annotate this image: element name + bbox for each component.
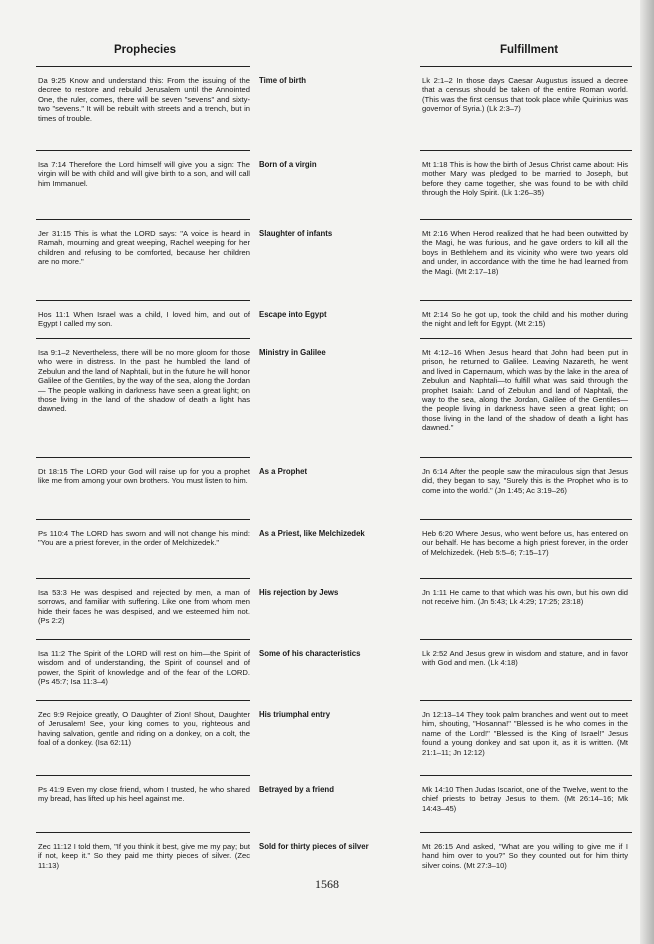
- divider: [36, 578, 250, 579]
- topic-label: Some of his characteristics: [259, 649, 361, 658]
- page-number: 1568: [315, 877, 339, 891]
- topic-label: Escape into Egypt: [259, 310, 327, 319]
- divider: [36, 519, 250, 520]
- fulfillment-text: Mk 14:10 Then Judas Iscariot, one of the Twelve, went to the chief priests to betray Jesus to them. (Mt 26:14–16; Mk 14:43–45): [422, 785, 628, 813]
- divider: [36, 700, 250, 701]
- divider: [36, 150, 250, 151]
- divider: [420, 66, 632, 67]
- page-edge: [640, 0, 654, 944]
- fulfillment-text: Mt 2:16 When Herod realized that he had been outwitted by the Magi, he was furious, and he gave orders to kill all the boys in Bethlehem and its vicinity who were two years old and under, in accordance with the time he had learned from the Magi. (Mt 2:17–18): [422, 229, 628, 276]
- divider: [36, 338, 250, 339]
- prophecy-text: Da 9:25 Know and understand this: From the issuing of the decree to restore and rebuild Jerusalem until the Annointed One, the ruler, comes, there will be seven "sevens" and sixty-two "sevens." It will be rebuilt with streets and a trench, but in times of trouble.: [38, 76, 250, 123]
- topic-label: His rejection by Jews: [259, 588, 339, 597]
- prophecy-text: Ps 110:4 The LORD has sworn and will not change his mind: "You are a priest forever, in the order of Melchizedek.": [38, 529, 250, 548]
- topic-label: His triumphal entry: [259, 710, 331, 719]
- fulfillment-text: Lk 2:1–2 In those days Caesar Augustus issued a decree that a census should be taken of the entire Roman world. (This was the first census that took place while Quirinius was governor of Syria.) (Lk 2:3–7): [422, 76, 628, 114]
- topic-label: Ministry in Galilee: [259, 348, 326, 357]
- fulfillment-text: Mt 26:15 And asked, "What are you willing to give me if I hand him over to you?" So they counted out for him thirty silver coins. (Mt 27:3–10): [422, 842, 628, 870]
- divider: [420, 578, 632, 579]
- fulfillment-text: Heb 6:20 Where Jesus, who went before us, has entered on our behalf. He has become a high priest forever, in the order of Melchizedek. (Heb 5:5–6; 7:15–17): [422, 529, 628, 557]
- divider: [420, 300, 632, 301]
- prophecy-text: Isa 7:14 Therefore the Lord himself will give you a sign: The virgin will be with child and will give birth to a son, and will call him Immanuel.: [38, 160, 250, 188]
- divider: [36, 66, 250, 67]
- prophecy-text: Dt 18:15 The LORD your God will raise up for you a prophet like me from among your own brothers. You must listen to him.: [38, 467, 250, 486]
- divider: [420, 219, 632, 220]
- divider: [420, 775, 632, 776]
- divider: [36, 300, 250, 301]
- divider: [420, 700, 632, 701]
- column-headers: [36, 44, 632, 64]
- fulfillment-text: Jn 1:11 He came to that which was his own, but his own did not receive him. (Jn 5:43; Lk 4:29; 17:25; 23:18): [422, 588, 628, 607]
- prophecy-text: Zec 11:12 I told them, "If you think it best, give me my pay; but if not, keep it." So they paid me thirty pieces of silver. (Zec 11:13): [38, 842, 250, 870]
- fulfillment-header: Fulfillment: [500, 44, 559, 56]
- prophecy-text: Jer 31:15 This is what the LORD says: "A voice is heard in Ramah, mourning and great weeping, Rachel weeping for her children and refusing to be comforted, because her children are no more.": [38, 229, 250, 267]
- divider: [420, 832, 632, 833]
- prophecy-text: Isa 11:2 The Spirit of the LORD will rest on him—the Spirit of wisdom and of understanding, the Spirit of counsel and of power, the Spirit of knowledge and of the fear of the LORD. (Ps 45:7; Isa 11:3–4): [38, 649, 250, 687]
- divider: [36, 457, 250, 458]
- topic-label: Betrayed by a friend: [259, 785, 334, 794]
- topic-label: Slaughter of infants: [259, 229, 333, 238]
- divider: [420, 150, 632, 151]
- topic-label: As a Prophet: [259, 467, 308, 476]
- fulfillment-text: Jn 12:13–14 They took palm branches and went out to meet him, shouting, "Hosanna!" "Blessed is he who comes in the name of the Lord!" "Blessed is the King of Israel!" Jesus found a young donkey and sat upon it, as it is written. (Mt 21:1–11; Jn 12:12): [422, 710, 628, 757]
- fulfillment-text: Mt 4:12–16 When Jesus heard that John had been put in prison, he returned to Galilee. Leaving Nazareth, he went and lived in Capernaum, which was by the lake in the area of Zebulun and Naphtali—to fulfill what was said through the prophet Isaiah: Land of Zebulun and land of Naphtali, the way to the sea, along the Jordan, Galilee of the Gentiles— the people living in darkness have seen a great light; on those living in the land of the shadow of death a light has dawned.": [422, 348, 628, 433]
- topic-label: Born of a virgin: [259, 160, 317, 169]
- fulfillment-text: Mt 2:14 So he got up, took the child and his mother during the night and left for Egypt. (Mt 2:15): [422, 310, 628, 329]
- prophecy-text: Isa 53:3 He was despised and rejected by men, a man of sorrows, and familiar with suffering. Like one from whom men hide their faces he was despised, and we esteemed him not. (Ps 2:2): [38, 588, 250, 626]
- prophecy-text: Hos 11:1 When Israel was a child, I loved him, and out of Egypt I called my son.: [38, 310, 250, 329]
- topic-label: Time of birth: [259, 76, 307, 85]
- fulfillment-text: Mt 1:18 This is how the birth of Jesus Christ came about: His mother Mary was pledged to be married to Joseph, but before they came together, she was found to be with child through the Holy Spirit. (Lk 1:26–35): [422, 160, 628, 198]
- prophecy-text: Zec 9:9 Rejoice greatly, O Daughter of Zion! Shout, Daughter of Jerusalem! See, your king comes to you, righteous and having salvation, gentle and riding on a donkey, on a colt, the foal of a donkey. (Isa 62:11): [38, 710, 250, 748]
- prophecy-text: Ps 41:9 Even my close friend, whom I trusted, he who shared my bread, has lifted up his heel against me.: [38, 785, 250, 804]
- divider: [420, 338, 632, 339]
- divider: [36, 775, 250, 776]
- divider: [36, 639, 250, 640]
- divider: [36, 219, 250, 220]
- topic-label: As a Priest, like Melchizedek: [259, 529, 365, 538]
- prophecy-text: Isa 9:1–2 Nevertheless, there will be no more gloom for those who were in distress. In the past he humbled the land of Zebulun and the land of Naphtali, but in the future he will honor Galilee of the Gentiles, by the way of the sea, along the Jordan— The people walking in darkness have seen a great light; on those living in the land of the shadow of death a light has dawned.: [38, 348, 250, 414]
- divider: [420, 519, 632, 520]
- divider: [420, 639, 632, 640]
- fulfillment-text: Lk 2:52 And Jesus grew in wisdom and stature, and in favor with God and men. (Lk 4:18): [422, 649, 628, 668]
- topic-label: Sold for thirty pieces of silver: [259, 842, 369, 851]
- divider: [420, 457, 632, 458]
- fulfillment-text: Jn 6:14 After the people saw the miraculous sign that Jesus did, they began to say, "Surely this is the Prophet who is to come into the world." (Jn 1:45; Ac 3:19–26): [422, 467, 628, 495]
- divider: [36, 832, 250, 833]
- prophecies-header: Prophecies: [114, 44, 176, 56]
